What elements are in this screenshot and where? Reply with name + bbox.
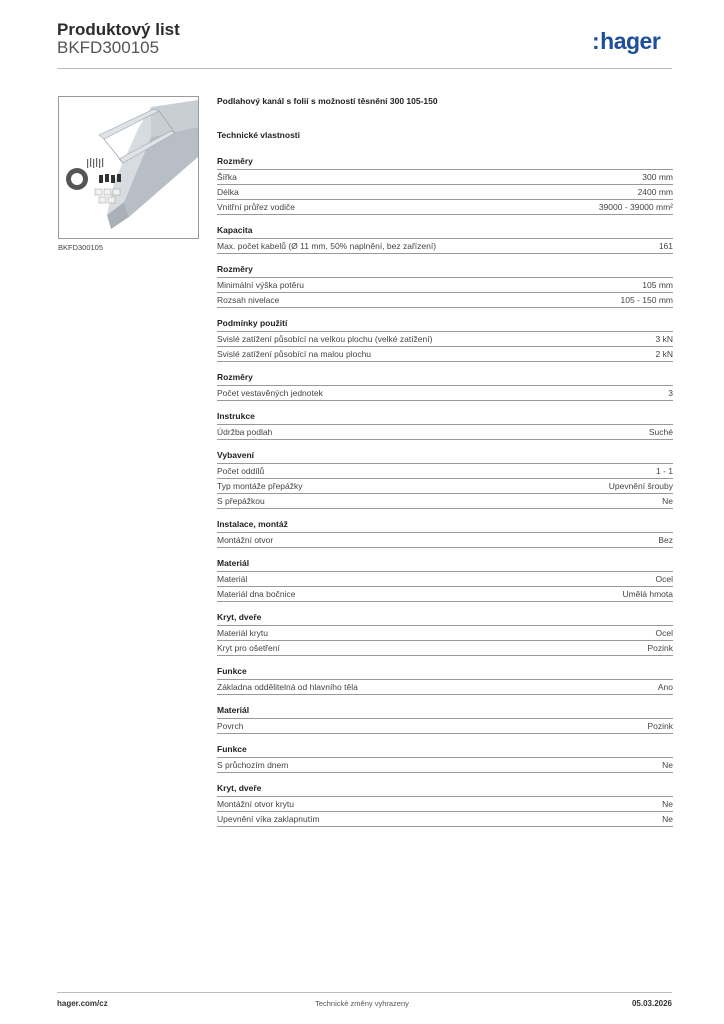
section-title: Rozměry bbox=[217, 264, 673, 278]
product-name: Podlahový kanál s folií s možností těsnění 300 105-150 bbox=[217, 96, 438, 106]
spec-row bbox=[217, 758, 673, 773]
section-title: Kryt, dveře bbox=[217, 612, 673, 626]
spec-row bbox=[217, 719, 673, 734]
spec-row bbox=[217, 680, 673, 695]
section-title: Kapacita bbox=[217, 225, 673, 239]
spec-row bbox=[217, 293, 673, 308]
spec-section bbox=[217, 372, 673, 401]
spec-row bbox=[217, 587, 673, 602]
spec-row bbox=[217, 170, 673, 185]
spec-row bbox=[217, 494, 673, 509]
spec-section bbox=[217, 156, 673, 215]
spec-label: Materiál bbox=[217, 574, 248, 584]
spec-value: Pozink bbox=[647, 721, 673, 731]
spec-value: Ne bbox=[662, 799, 673, 809]
spec-content bbox=[217, 96, 673, 827]
spec-label: Materiál dna bočnice bbox=[217, 589, 296, 599]
spec-row bbox=[217, 185, 673, 200]
spec-label: Kryt pro ošetření bbox=[217, 643, 280, 653]
spec-label: Montážní otvor bbox=[217, 535, 274, 545]
spec-value: 161 bbox=[658, 241, 673, 251]
spec-row bbox=[217, 479, 673, 494]
image-caption: BKFD300105 bbox=[58, 243, 104, 252]
product-code: BKFD300105 bbox=[57, 38, 160, 57]
spec-label: Šířka bbox=[217, 172, 237, 182]
spec-row bbox=[217, 626, 673, 641]
spec-label: Minimální výška potěru bbox=[217, 280, 304, 290]
spec-row bbox=[217, 572, 673, 587]
footer-website: hager.com/cz bbox=[57, 999, 108, 1008]
spec-row bbox=[217, 386, 673, 401]
spec-value: 39000 - 39000 mm² bbox=[598, 202, 673, 212]
spec-row bbox=[217, 278, 673, 293]
spec-value: Umělá hmota bbox=[622, 589, 673, 599]
spec-label: Rozsah nivelace bbox=[217, 295, 280, 305]
spec-section bbox=[217, 225, 673, 254]
spec-section bbox=[217, 744, 673, 773]
spec-row bbox=[217, 332, 673, 347]
footer-divider bbox=[57, 992, 672, 993]
spec-label: Vnitřní průřez vodiče bbox=[217, 202, 295, 212]
footer-note: Technické změny vyhrazeny bbox=[315, 999, 409, 1008]
spec-label: Max. počet kabelů (Ø 11 mm, 50% naplnění, bez zařízení) bbox=[217, 241, 437, 251]
spec-value: Upevnění šrouby bbox=[608, 481, 673, 491]
spec-section bbox=[217, 783, 673, 827]
spec-value: 1 - 1 bbox=[655, 466, 673, 476]
section-title: Instalace, montáž bbox=[217, 519, 673, 533]
spec-value: Pozink bbox=[647, 643, 673, 653]
spec-value: 2 kN bbox=[655, 349, 673, 359]
section-title: Funkce bbox=[217, 744, 673, 758]
spec-label: S přepážkou bbox=[217, 496, 265, 506]
section-title: Rozměry bbox=[217, 372, 673, 386]
spec-label: Materiál krytu bbox=[217, 628, 269, 638]
section-title: Materiál bbox=[217, 705, 673, 719]
spec-row bbox=[217, 200, 673, 215]
spec-value: 3 kN bbox=[655, 334, 673, 344]
technical-properties-title: Technické vlastnosti bbox=[217, 130, 300, 140]
spec-row bbox=[217, 425, 673, 440]
spec-section bbox=[217, 666, 673, 695]
section-title: Kryt, dveře bbox=[217, 783, 673, 797]
spec-label: Montážní otvor krytu bbox=[217, 799, 295, 809]
spec-value: 3 bbox=[668, 388, 673, 398]
spec-label: Svislé zatížení působící na velkou plochu (velké zatížení) bbox=[217, 334, 433, 344]
spec-label: Svislé zatížení působící na malou plochu bbox=[217, 349, 372, 359]
spec-row bbox=[217, 641, 673, 656]
spec-label: Počet oddílů bbox=[217, 466, 265, 476]
spec-label: S průchozím dnem bbox=[217, 760, 289, 770]
spec-sections bbox=[217, 156, 673, 827]
spec-section bbox=[217, 318, 673, 362]
spec-value: Ne bbox=[662, 496, 673, 506]
spec-row bbox=[217, 812, 673, 827]
spec-section bbox=[217, 612, 673, 656]
section-title: Instrukce bbox=[217, 411, 673, 425]
spec-value: Ne bbox=[662, 760, 673, 770]
floor-duct-illustration bbox=[59, 97, 198, 238]
hager-logo bbox=[592, 28, 660, 55]
spec-value: Suché bbox=[648, 427, 673, 437]
spec-value: 2400 mm bbox=[637, 187, 673, 197]
spec-label: Počet vestavěných jednotek bbox=[217, 388, 323, 398]
logo-text: hager bbox=[600, 28, 661, 54]
spec-label: Údržba podlah bbox=[217, 427, 273, 437]
section-title: Rozměry bbox=[217, 156, 673, 170]
spec-label: Typ montáže přepážky bbox=[217, 481, 303, 491]
spec-section bbox=[217, 705, 673, 734]
page-title: Produktový list bbox=[57, 20, 180, 39]
spec-section bbox=[217, 411, 673, 440]
spec-label: Délka bbox=[217, 187, 239, 197]
spec-row bbox=[217, 464, 673, 479]
header-divider bbox=[57, 68, 672, 69]
spec-row bbox=[217, 347, 673, 362]
spec-section bbox=[217, 450, 673, 509]
spec-label: Základna oddělitelná od hlavního těla bbox=[217, 682, 358, 692]
spec-label: Upevnění víka zaklapnutím bbox=[217, 814, 320, 824]
section-title: Podmínky použití bbox=[217, 318, 673, 332]
spec-value: Bez bbox=[658, 535, 673, 545]
spec-row bbox=[217, 797, 673, 812]
spec-row bbox=[217, 533, 673, 548]
spec-section bbox=[217, 519, 673, 548]
section-title: Funkce bbox=[217, 666, 673, 680]
section-title: Vybavení bbox=[217, 450, 673, 464]
spec-section bbox=[217, 264, 673, 308]
spec-row bbox=[217, 239, 673, 254]
spec-value: 105 mm bbox=[642, 280, 673, 290]
spec-value: Ocel bbox=[655, 574, 673, 584]
spec-value: 105 - 150 mm bbox=[620, 295, 673, 305]
section-title: Materiál bbox=[217, 558, 673, 572]
spec-value: Ne bbox=[662, 814, 673, 824]
spec-value: 300 mm bbox=[642, 172, 673, 182]
spec-value: Ocel bbox=[655, 628, 673, 638]
spec-label: Povrch bbox=[217, 721, 244, 731]
logo-dots-icon: : bbox=[592, 28, 600, 54]
spec-value: Ano bbox=[657, 682, 673, 692]
footer-date: 05.03.2026 bbox=[631, 999, 672, 1008]
spec-section bbox=[217, 558, 673, 602]
product-image bbox=[58, 96, 199, 239]
